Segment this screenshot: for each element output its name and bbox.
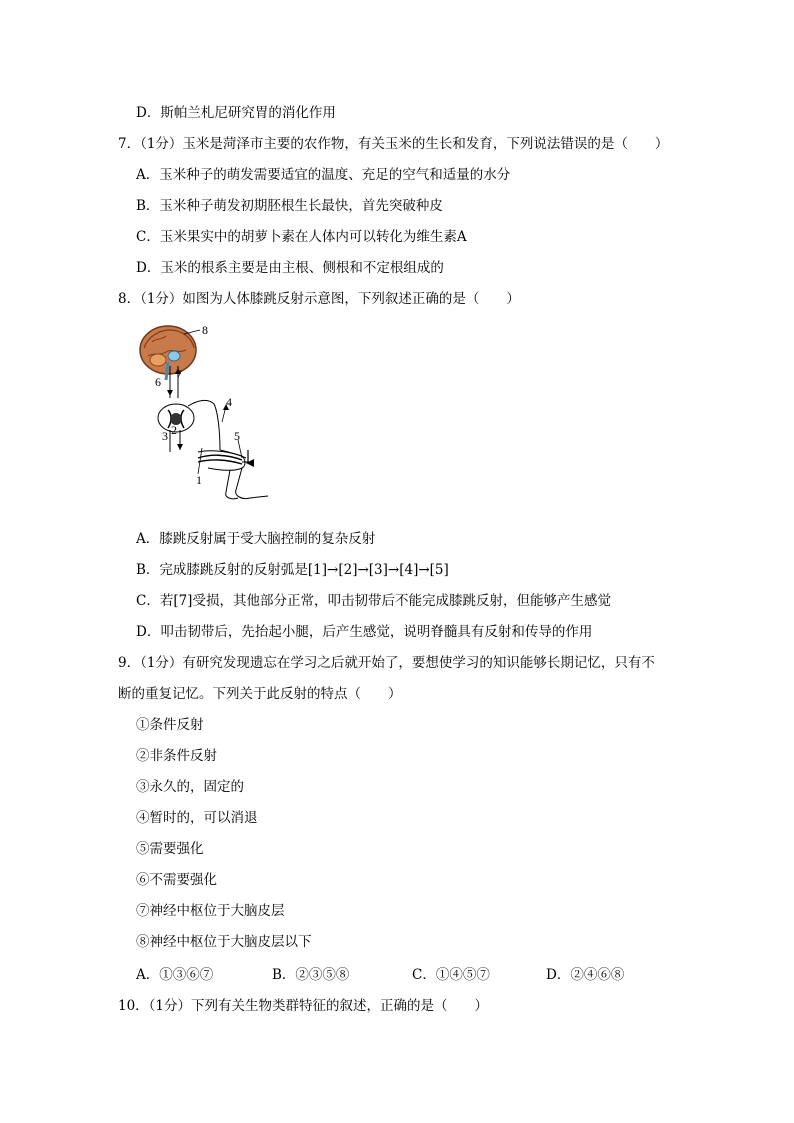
q7-option-c: C．玉米果实中的胡萝卜素在人体内可以转化为维生素A xyxy=(136,229,467,245)
q9-item-3: ③永久的，固定的 xyxy=(136,779,244,795)
brain-illustration xyxy=(140,326,196,380)
label-1: 1 xyxy=(196,473,202,487)
q10-stem: 10．（1分）下列有关生物类群特征的叙述，正确的是（ ） xyxy=(118,998,489,1014)
q9-item-5: ⑤需要强化 xyxy=(136,841,204,857)
label-4: 4 xyxy=(226,395,232,409)
q9-item-6: ⑥不需要强化 xyxy=(136,872,217,888)
q8-option-a: A．膝跳反射属于受大脑控制的复杂反射 xyxy=(136,531,376,547)
q9-option-a: A．①③⑥⑦ xyxy=(136,967,214,983)
q9-item-2: ②非条件反射 xyxy=(136,748,217,764)
q8-option-b: B．完成膝跳反射的反射弧是[1]→[2]→[3]→[4]→[5] xyxy=(136,562,449,578)
q9-item-7: ⑦神经中枢位于大脑皮层 xyxy=(136,903,285,919)
q9-options-row xyxy=(136,966,696,984)
q9-stem-line1: 9．（1分）有研究发现遗忘在学习之后就开始了，要想使学习的知识能够长期记忆，只有不 xyxy=(118,655,655,671)
q8-option-c: C．若[7]受损，其他部分正常，叩击韧带后不能完成膝跳反射，但能够产生感觉 xyxy=(136,593,611,609)
knee-jerk-reflex-diagram xyxy=(138,322,288,514)
q9-item-4: ④暂时的，可以消退 xyxy=(136,810,258,826)
q9-option-b: B．②③⑤⑧ xyxy=(272,967,350,983)
q7-option-b: B．玉米种子萌发初期胚根生长最快，首先突破种皮 xyxy=(136,198,443,214)
q6-option-d: D．斯帕兰札尼研究胃的消化作用 xyxy=(136,105,336,121)
q9-item-8: ⑧神经中枢位于大脑皮层以下 xyxy=(136,934,312,950)
q9-stem-line2: 断的重复记忆。下列关于此反射的特点（ ） xyxy=(118,686,402,702)
label-5: 5 xyxy=(234,429,240,443)
label-7: 7 xyxy=(176,367,182,381)
q9-option-d: D．②④⑥⑧ xyxy=(546,967,625,983)
q9-option-c: C．①④⑤⑦ xyxy=(412,967,490,983)
q8-stem: 8．（1分）如图为人体膝跳反射示意图，下列叙述正确的是（ ） xyxy=(118,291,520,307)
q9-item-1: ①条件反射 xyxy=(136,717,204,733)
label-2: 2 xyxy=(171,423,177,437)
label-6: 6 xyxy=(155,375,161,389)
label-3: 3 xyxy=(162,429,168,443)
q7-stem: 7．（1分）玉米是菏泽市主要的农作物，有关玉米的生长和发育，下列说法错误的是（ ） xyxy=(118,136,669,152)
q7-option-d: D．玉米的根系主要是由主根、侧根和不定根组成的 xyxy=(136,260,444,276)
label-8: 8 xyxy=(202,323,208,337)
q8-option-d: D．叩击韧带后，先抬起小腿，后产生感觉，说明脊髓具有反射和传导的作用 xyxy=(136,624,593,640)
q7-option-a: A．玉米种子的萌发需要适宜的温度、充足的空气和适量的水分 xyxy=(136,167,511,183)
